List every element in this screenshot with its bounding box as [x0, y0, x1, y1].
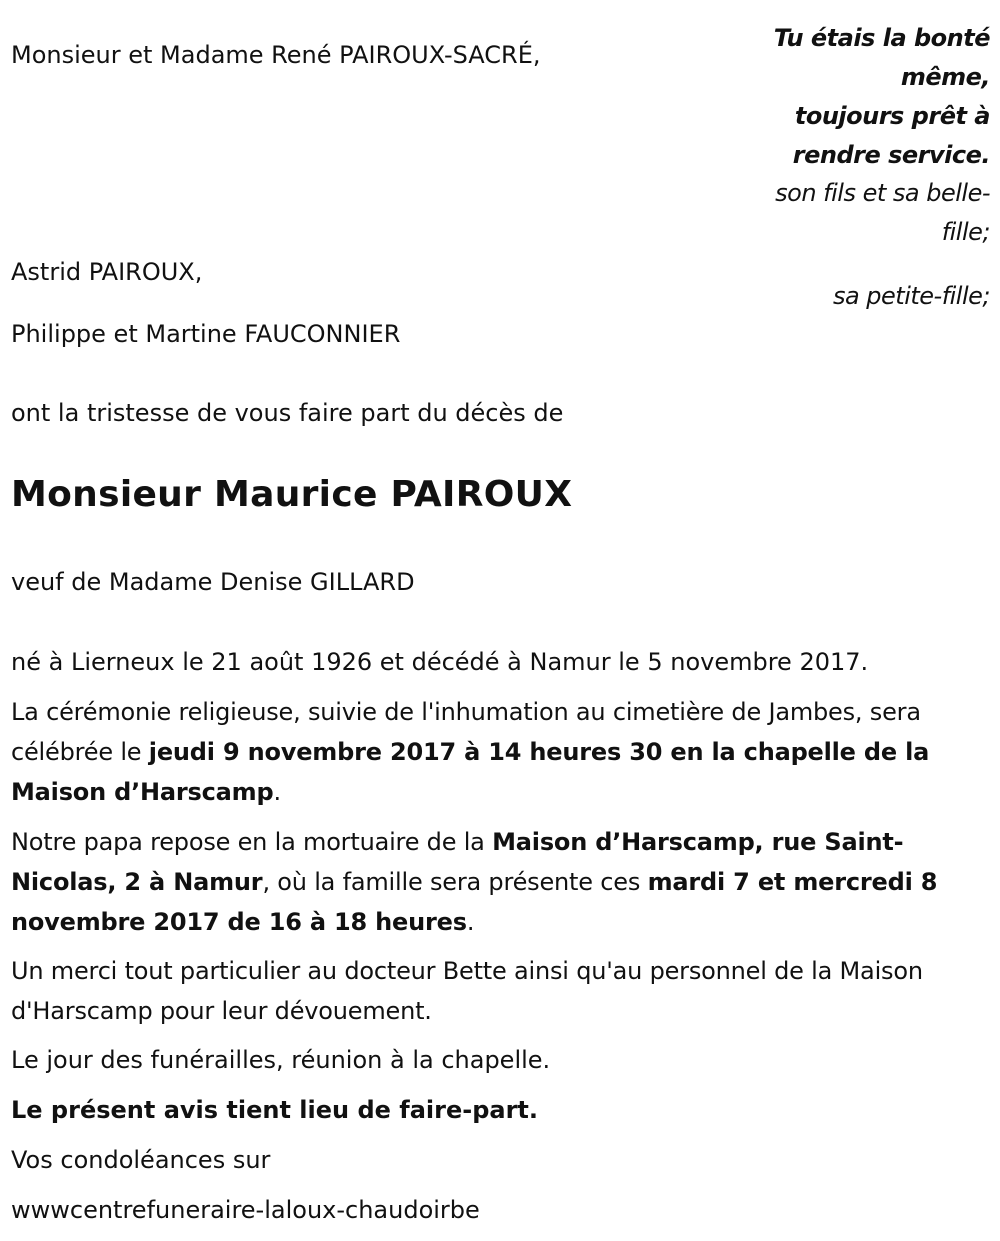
ceremony-period: .	[273, 778, 281, 806]
rest-paragraph	[11, 822, 1000, 942]
funeral-day-text: Le jour des funérailles, réunion à la chapelle.	[11, 1046, 551, 1074]
quote-line-3: toujours prêt à	[794, 102, 990, 130]
rest-period: .	[466, 908, 475, 936]
notice-text: Le présent avis tient lieu de faire-part.	[11, 1096, 539, 1124]
granddaughter-name: Astrid PAIROUX,	[11, 258, 203, 286]
son-role-line-1: son fils et sa belle-	[775, 179, 990, 207]
son-name: Monsieur et Madame René PAIROUX-SACRÉ,	[11, 41, 541, 69]
condolences-url[interactable]: wwwcentrefuneraire-laloux-chaudoirbe	[11, 1196, 480, 1224]
quote-line-2: même,	[900, 63, 990, 91]
ceremony-paragraph	[11, 692, 1000, 812]
rest-location: Maison d’Harscamp, rue Saint-Nicolas, 2 à Namur	[11, 828, 904, 896]
quote-line-4: rendre service.	[792, 141, 990, 169]
birth-death-text: né à Lierneux le 21 août 1926 et décédé à Namur le 5 novembre 2017.	[11, 648, 869, 676]
announcement-text: ont la tristesse de vous faire part du décès de	[11, 399, 564, 427]
condolences-label: Vos condoléances sur	[11, 1146, 271, 1174]
visiting-hours: mardi 7 et mercredi 8 novembre 2017 de 16 à 18 heures	[11, 868, 938, 936]
widower-of: veuf de Madame Denise GILLARD	[11, 568, 415, 596]
ceremony-datetime-location: jeudi 9 novembre 2017 à 14 heures 30 en la chapelle de la Maison d’Harscamp	[11, 738, 930, 806]
son-role-line-2: fille;	[941, 218, 990, 246]
other-family-name: Philippe et Martine FAUCONNIER	[11, 320, 401, 348]
thanks-paragraph: Un merci tout particulier au docteur Bette ainsi qu'au personnel de la Maison d'Harscamp pour leur dévouement.	[11, 957, 923, 1025]
quote-line-1: Tu étais la bonté	[773, 24, 990, 52]
deceased-name: Monsieur Maurice PAIROUX	[11, 474, 573, 515]
rest-mid-text: , où la famille sera présente ces	[262, 868, 648, 896]
rest-text: Notre papa repose en la mortuaire de la	[11, 828, 493, 856]
granddaughter-role: sa petite-fille;	[832, 282, 990, 310]
ceremony-text: La cérémonie religieuse, suivie de l'inhumation au cimetière de Jambes, sera célébrée le	[11, 698, 921, 766]
